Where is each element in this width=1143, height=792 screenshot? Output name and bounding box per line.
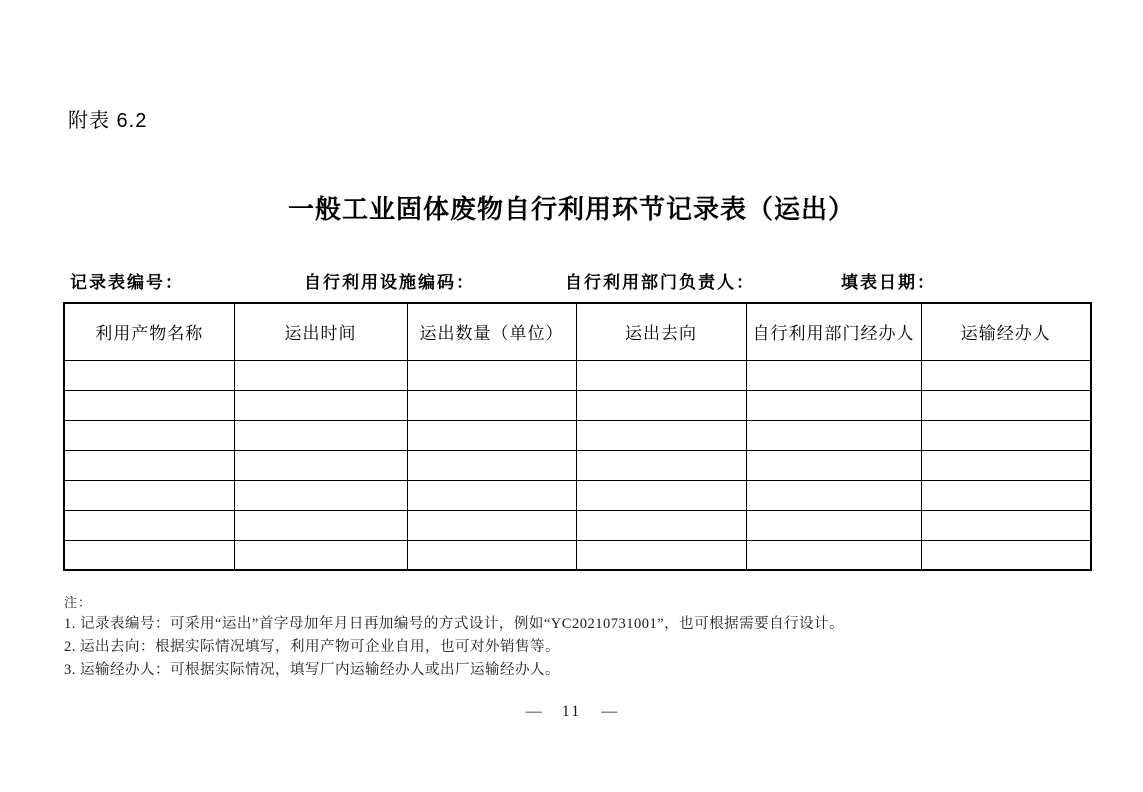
table-cell bbox=[921, 510, 1091, 540]
table-cell bbox=[746, 540, 921, 570]
footer-dash-right: — bbox=[601, 703, 618, 720]
field-label-facility-code: 自行利用设施编码： bbox=[304, 273, 475, 292]
table-cell bbox=[576, 450, 746, 480]
table-cell bbox=[746, 510, 921, 540]
table-cell bbox=[64, 450, 234, 480]
table-cell bbox=[234, 360, 407, 390]
table-cell bbox=[576, 480, 746, 510]
table-cell bbox=[234, 480, 407, 510]
column-header: 自行利用部门经办人 bbox=[746, 303, 921, 360]
table-row bbox=[64, 510, 1091, 540]
column-header: 运出时间 bbox=[234, 303, 407, 360]
table-cell bbox=[407, 360, 576, 390]
table-cell bbox=[64, 360, 234, 390]
note-item-1: 1. 记录表编号：可采用“运出”首字母加年月日再加编号的方式设计，例如“YC20210731001”，也可根据需要自行设计。 bbox=[64, 616, 845, 632]
footer-dash-left: — bbox=[525, 703, 542, 720]
table-cell bbox=[921, 390, 1091, 420]
table-cell bbox=[234, 390, 407, 420]
table-cell bbox=[407, 390, 576, 420]
table-cell bbox=[407, 450, 576, 480]
table-row bbox=[64, 390, 1091, 420]
table-cell bbox=[234, 450, 407, 480]
field-label-department-head: 自行利用部门负责人： bbox=[565, 273, 755, 292]
page-title: 一般工业固体废物自行利用环节记录表（运出） bbox=[287, 194, 855, 224]
table-cell bbox=[576, 390, 746, 420]
table-cell bbox=[64, 540, 234, 570]
page-number: 11 bbox=[561, 703, 582, 720]
table-cell bbox=[64, 390, 234, 420]
table-header-row bbox=[64, 303, 1091, 360]
table-cell bbox=[746, 360, 921, 390]
table-cell bbox=[746, 450, 921, 480]
table-cell bbox=[921, 420, 1091, 450]
table-cell bbox=[921, 540, 1091, 570]
note-item-2: 2. 运出去向：根据实际情况填写，利用产物可企业自用，也可对外销售等。 bbox=[64, 639, 560, 655]
table-cell bbox=[576, 540, 746, 570]
table-cell bbox=[576, 510, 746, 540]
table-row bbox=[64, 360, 1091, 390]
field-label-record-number: 记录表编号： bbox=[70, 273, 184, 292]
column-header: 运输经办人 bbox=[921, 303, 1091, 360]
table-cell bbox=[576, 360, 746, 390]
column-header: 运出去向 bbox=[576, 303, 746, 360]
table-cell bbox=[921, 450, 1091, 480]
page-footer bbox=[0, 703, 1143, 721]
table-cell bbox=[407, 480, 576, 510]
column-header: 利用产物名称 bbox=[64, 303, 234, 360]
table-row bbox=[64, 450, 1091, 480]
table-row bbox=[64, 480, 1091, 510]
table-cell bbox=[407, 420, 576, 450]
table-row bbox=[64, 420, 1091, 450]
appendix-label: 附表 6.2 bbox=[68, 110, 148, 132]
table-cell bbox=[576, 420, 746, 450]
table-cell bbox=[234, 540, 407, 570]
table-cell bbox=[921, 360, 1091, 390]
table-cell bbox=[64, 510, 234, 540]
table-cell bbox=[64, 420, 234, 450]
table-cell bbox=[64, 480, 234, 510]
table-cell bbox=[407, 540, 576, 570]
table-row bbox=[64, 540, 1091, 570]
record-table bbox=[63, 302, 1092, 571]
table-cell bbox=[746, 480, 921, 510]
notes-section bbox=[64, 593, 1074, 682]
form-header-fields bbox=[0, 268, 1143, 292]
note-item-3: 3. 运输经办人：可根据实际情况，填写厂内运输经办人或出厂运输经办人。 bbox=[64, 662, 560, 678]
field-label-fill-date: 填表日期： bbox=[841, 273, 936, 292]
table-cell bbox=[234, 420, 407, 450]
table-cell bbox=[921, 480, 1091, 510]
column-header: 运出数量（单位） bbox=[407, 303, 576, 360]
table-cell bbox=[746, 390, 921, 420]
table-cell bbox=[407, 510, 576, 540]
table-cell bbox=[746, 420, 921, 450]
table-cell bbox=[234, 510, 407, 540]
notes-label: 注： bbox=[64, 595, 93, 610]
